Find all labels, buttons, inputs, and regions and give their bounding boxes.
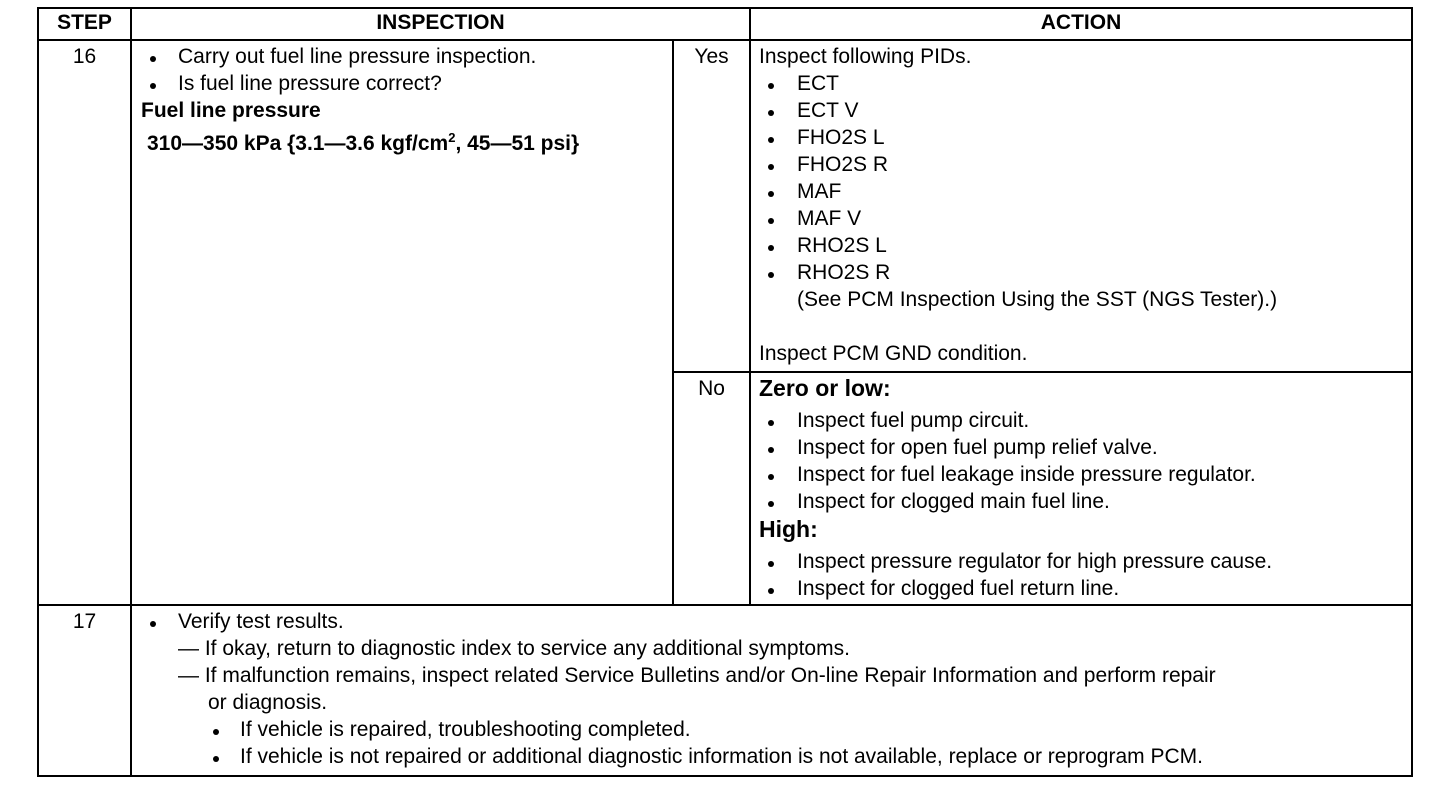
yes-reference: (See PCM Inspection Using the SST (NGS Tester).)	[797, 288, 1278, 311]
inspection-bullet: Is fuel line pressure correct?	[178, 72, 442, 95]
yes-final: Inspect PCM GND condition.	[759, 342, 1028, 365]
step-17-number: 17	[72, 610, 97, 633]
step-17-bullet: Verify test results.	[178, 610, 344, 633]
spec-value-main: 310—350 kPa {3.1—3.6 kgf/cm	[147, 132, 449, 155]
spec-value	[147, 130, 579, 157]
bullet-icon	[150, 56, 156, 62]
header-action: ACTION	[1040, 11, 1122, 34]
action-column-divider	[749, 7, 751, 606]
header-inspection: INSPECTION	[376, 11, 505, 34]
pid-item: RHO2S L	[797, 234, 887, 257]
spec-label: Fuel line pressure	[141, 99, 321, 122]
table-border-bottom	[37, 775, 1413, 777]
zero-low-item: Inspect fuel pump circuit.	[797, 409, 1030, 432]
table-border-right	[1411, 7, 1413, 777]
bullet-icon	[768, 110, 774, 116]
bullet-icon	[768, 588, 774, 594]
bullet-icon	[213, 729, 219, 735]
yes-intro: Inspect following PIDs.	[759, 45, 972, 68]
bullet-icon	[768, 474, 774, 480]
inspection-bullet: Carry out fuel line pressure inspection.	[178, 45, 537, 68]
bullet-icon	[150, 621, 156, 627]
bullet-icon	[768, 164, 774, 170]
bullet-icon	[768, 137, 774, 143]
step-17-dash-malfunction-cont: or diagnosis.	[208, 691, 328, 714]
step-17-dash-malfunction: — If malfunction remains, inspect related Service Bulletins and/or On-line Repair Information and perform repair	[178, 664, 1216, 687]
step-17-dash-okay: — If okay, return to diagnostic index to service any additional symptoms.	[178, 637, 850, 660]
bullet-icon	[768, 83, 774, 89]
spec-value-superscript: 2	[448, 130, 456, 145]
pid-item: MAF	[797, 180, 842, 203]
bullet-icon	[768, 447, 774, 453]
pid-item: MAF V	[797, 207, 862, 230]
zero-low-heading: Zero or low:	[759, 375, 891, 401]
pid-item: FHO2S L	[797, 126, 885, 149]
pid-item: RHO2S R	[797, 261, 891, 284]
bullet-icon	[768, 561, 774, 567]
zero-low-item: Inspect for clogged main fuel line.	[797, 490, 1110, 513]
high-heading: High:	[759, 516, 818, 542]
bullet-icon	[768, 272, 774, 278]
bullet-icon	[768, 191, 774, 197]
bullet-icon	[768, 501, 774, 507]
header-divider	[37, 39, 1413, 41]
pid-item: FHO2S R	[797, 153, 889, 176]
zero-low-item: Inspect for fuel leakage inside pressure regulator.	[797, 463, 1256, 486]
zero-low-item: Inspect for open fuel pump relief valve.	[797, 436, 1158, 459]
step-16-number: 16	[72, 45, 97, 68]
spec-value-tail: , 45—51 psi}	[455, 132, 580, 155]
answer-yes: Yes	[694, 45, 729, 68]
bullet-icon	[213, 756, 219, 762]
bullet-icon	[768, 420, 774, 426]
bullet-icon	[150, 83, 156, 89]
row-divider	[37, 604, 1413, 606]
answer-column-divider	[672, 39, 674, 606]
bullet-icon	[768, 245, 774, 251]
bullet-icon	[768, 218, 774, 224]
step-17-sub-bullet: If vehicle is not repaired or additional diagnostic information is not available, replace or reprogram PCM.	[240, 745, 1203, 768]
step-column-divider	[130, 7, 132, 777]
pid-item: ECT V	[797, 99, 859, 122]
header-step: STEP	[57, 11, 112, 34]
table-border-left	[37, 7, 39, 777]
high-item: Inspect pressure regulator for high pressure cause.	[797, 550, 1273, 573]
yes-no-divider	[672, 371, 1413, 373]
pid-item: ECT	[797, 72, 839, 95]
step-17-sub-bullet: If vehicle is repaired, troubleshooting completed.	[240, 718, 691, 741]
answer-no: No	[698, 377, 725, 400]
high-item: Inspect for clogged fuel return line.	[797, 577, 1120, 600]
